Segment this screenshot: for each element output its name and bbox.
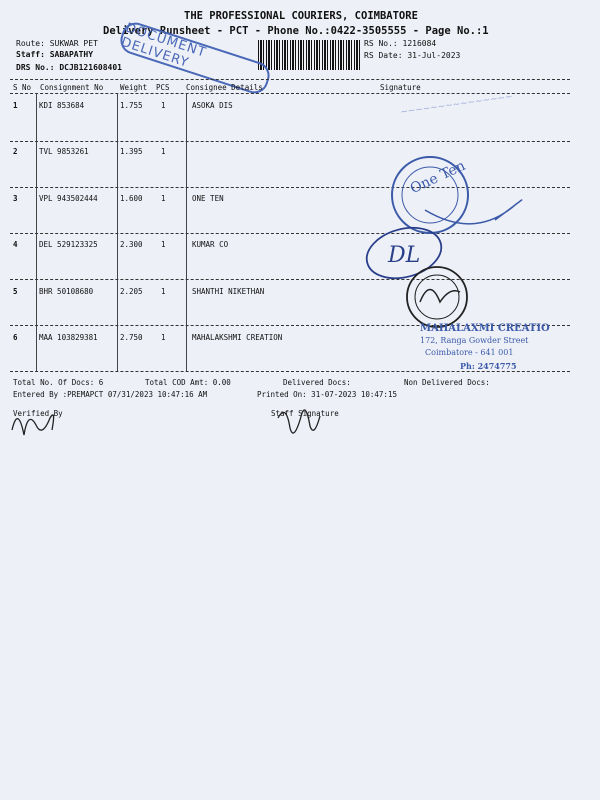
dl-text: DL (388, 243, 421, 268)
document-delivery-stamp: DOCUMENT DELIVERY (117, 19, 273, 97)
row-divider (10, 141, 570, 142)
row-consignee: SHANTHI NIKETHAN (192, 287, 265, 296)
col-weight: Weight (120, 83, 148, 92)
row-pcs: 1 (161, 240, 166, 249)
row-pcs: 1 (161, 333, 166, 342)
row-sno: 4 (13, 240, 18, 249)
row-divider (10, 371, 570, 372)
row-sno: 5 (13, 287, 18, 296)
mahalakshmi-stamp-city: Coimbatore - 641 001 (425, 348, 514, 357)
runsheet-title: Delivery Runsheet - PCT - Phone No.:0422-3505555 - Page No.:1 (103, 25, 489, 37)
row-weight: 2.750 (120, 333, 143, 342)
row-weight: 1.600 (120, 194, 143, 203)
row-divider (10, 279, 570, 280)
row-consignee: ASOKA DIS (192, 101, 233, 110)
row-sno: 1 (13, 101, 18, 110)
row-weight: 1.395 (120, 147, 143, 156)
row-weight: 1.755 (120, 101, 143, 110)
row-sno: 6 (13, 333, 18, 342)
col-consignee: Consignee Details (186, 83, 263, 92)
staff-signature: Staff Signature (271, 409, 339, 418)
divider (10, 93, 570, 94)
verified-by: Verified By (13, 409, 63, 418)
col-signature: Signature (380, 83, 421, 92)
column-separator (186, 93, 187, 371)
delivered-docs: Delivered Docs: (283, 378, 351, 387)
row-consignee: ONE TEN (192, 194, 224, 203)
row-pcs: 1 (161, 101, 166, 110)
staff-signature-mark (272, 398, 332, 448)
row-consignment: TVL 9853261 (39, 147, 89, 156)
mahalakshmi-stamp-phone: Ph: 2474775 (460, 361, 517, 371)
row-consignment: DEL 529123325 (39, 240, 98, 249)
row-pcs: 1 (161, 287, 166, 296)
col-sno: S No (13, 83, 32, 92)
mahalakshmi-stamp-name: MAHALAXMI CREATIO (420, 323, 550, 334)
row-sno: 3 (13, 194, 18, 203)
col-pcs: PCS (156, 83, 170, 92)
rs-number: RS No.: 1216084 (364, 39, 437, 48)
faint-stamp: ~~~~~~~~~~~~~~~ (399, 92, 514, 118)
row-pcs: 1 (161, 194, 166, 203)
mahalakshmi-stamp-addr: 172, Ranga Gowder Street (420, 336, 529, 345)
row-consignment: KDI 853684 (39, 101, 85, 110)
barcode (258, 40, 362, 70)
rs-date: RS Date: 31-Jul-2023 (364, 51, 461, 60)
verifier-signature (8, 400, 68, 445)
row-pcs: 1 (161, 147, 166, 156)
one-ten-text: One Ten (407, 157, 468, 198)
row-weight: 2.205 (120, 287, 143, 296)
total-cod: Total COD Amt: 0.00 (145, 378, 231, 387)
drs-number: DRS No.: DCJB121608401 (16, 63, 122, 72)
row-consignee: MAHALAKSHMI CREATION (192, 333, 283, 342)
row-consignment: VPL 943502444 (39, 194, 98, 203)
printed-on: Printed On: 31-07-2023 10:47:15 (257, 390, 397, 399)
col-consignment: Consignment No (40, 83, 104, 92)
column-separator (117, 93, 118, 371)
column-separator (36, 93, 37, 371)
non-delivered-docs: Non Delivered Docs: (404, 378, 490, 387)
total-docs: Total No. Of Docs: 6 (13, 378, 104, 387)
row-sno: 2 (13, 147, 18, 156)
row-consignment: BHR 50108680 (39, 287, 94, 296)
entered-by: Entered By :PREMAPCT 07/31/2023 10:47:16 AM (13, 390, 208, 399)
silks-stamp (395, 262, 485, 332)
row-consignment: MAA 103829381 (39, 333, 98, 342)
staff: Staff: SABAPATHY (16, 50, 94, 59)
row-consignee: KUMAR CO (192, 240, 229, 249)
divider (10, 79, 570, 80)
row-weight: 2.300 (120, 240, 143, 249)
company-title: THE PROFESSIONAL COURIERS, COIMBATORE (184, 10, 418, 22)
route: Route: SUKWAR PET (16, 39, 98, 48)
